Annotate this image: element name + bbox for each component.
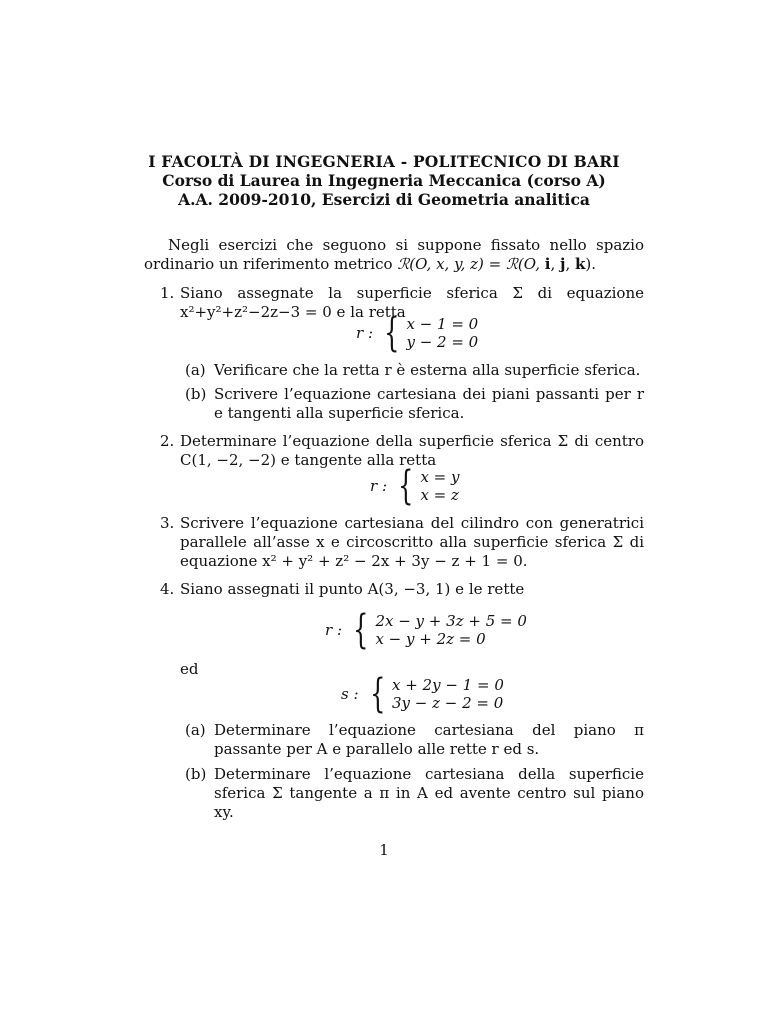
intro-text: Negli esercizi che seguono si suppone fissato nello spazio ordinario un riferimento metrico (144, 236, 644, 273)
brace-symbol: { (369, 671, 385, 717)
exercise-text: Siano assegnati il punto A(3, −3, 1) e le rette (180, 580, 525, 598)
intro-vector-k: k (574, 255, 586, 273)
exercise-number: 1. (160, 284, 175, 302)
intro-vector-i: i (544, 255, 551, 273)
part-text: Determinare l’equazione cartesiana del piano π passante per A e parallelo alle rette r ed s. (214, 721, 644, 758)
system-equation: y − 2 = 0 (406, 333, 479, 351)
exercise-1-part-b (185, 385, 644, 423)
header-course: Corso di Laurea in Ingegneria Meccanica (corso A) (162, 171, 606, 190)
exercise-text: Scrivere l’equazione cartesiana del cilindro con generatrici parallele all’asse x e circoscritto alla superficie sferica Σ di equazione x² + y² + z² − 2x + 3y − z + 1 = 0. (180, 514, 644, 570)
header-university: I FACOLTÀ DI INGEGNERIA - POLITECNICO DI BARI (148, 152, 620, 171)
system-lhs: s : (341, 684, 359, 703)
exercise-2-system (370, 463, 460, 509)
connector-text: ed (180, 660, 199, 678)
system-equation: 2x − y + 3z + 5 = 0 (375, 612, 527, 630)
system-lhs: r : (325, 620, 342, 639)
exercise-number: 3. (160, 514, 175, 532)
exercise-4-part-a (185, 721, 644, 759)
intro-eq: = (483, 255, 506, 273)
part-text: Scrivere l’equazione cartesiana dei piani passanti per r e tangenti alla superficie sferica. (214, 385, 644, 422)
part-label: (a) (185, 721, 206, 739)
brace-symbol: { (384, 310, 400, 356)
document-header (0, 152, 768, 209)
intro-frame-2-pre: ℛ(O, (505, 255, 545, 273)
brace-symbol: { (398, 463, 414, 509)
part-label: (a) (185, 361, 206, 379)
part-label: (b) (185, 385, 207, 403)
system-equation: 3y − z − 2 = 0 (391, 694, 504, 712)
exercise-4-system-r (325, 607, 527, 653)
page-number: 1 (379, 841, 389, 859)
exercise-text: Determinare l’equazione della superficie sferica Σ di centro C(1, −2, −2) e tangente alla retta (180, 432, 644, 469)
part-text: Verificare che la retta r è esterna alla superficie sferica. (214, 361, 641, 379)
exercise-1-system (356, 310, 479, 356)
exercise-4-system-s (341, 671, 504, 717)
intro-paragraph: Negli esercizi che seguono si suppone fissato nello spazio ordinario un riferimento metrico ℛ(O, x, y, z) = ℛ(O, i, j, k). (144, 236, 644, 273)
system-lhs: r : (356, 323, 373, 342)
intro-vector-j: j (560, 255, 566, 273)
exercise-number: 4. (160, 580, 175, 598)
system-equation: x + 2y − 1 = 0 (391, 676, 504, 694)
exercise-4-part-b (185, 765, 644, 822)
header-academic-year: A.A. 2009-2010, Esercizi di Geometria analitica (178, 190, 590, 209)
exercise-text: Siano assegnate la superficie sferica Σ di equazione x²+y²+z²−2z−3 = 0 e la retta (180, 284, 644, 321)
exercise-4 (160, 580, 644, 599)
system-equation: x − 1 = 0 (406, 315, 479, 333)
intro-frame-2-post: ). (585, 255, 597, 273)
intro-frame-1: ℛ(O, x, y, z) (397, 255, 484, 273)
system-equation: x = z (420, 486, 459, 504)
system-lhs: r : (370, 476, 387, 495)
exercise-3 (160, 514, 644, 571)
system-equation: x = y (420, 468, 460, 486)
system-equation: x − y + 2z = 0 (375, 630, 486, 648)
part-text: Determinare l’equazione cartesiana della superficie sferica Σ tangente a π in A ed avente centro sul piano xy. (214, 765, 644, 821)
exercise-1-part-a (185, 361, 644, 380)
exercise-number: 2. (160, 432, 175, 450)
part-label: (b) (185, 765, 207, 783)
brace-symbol: { (353, 607, 369, 653)
